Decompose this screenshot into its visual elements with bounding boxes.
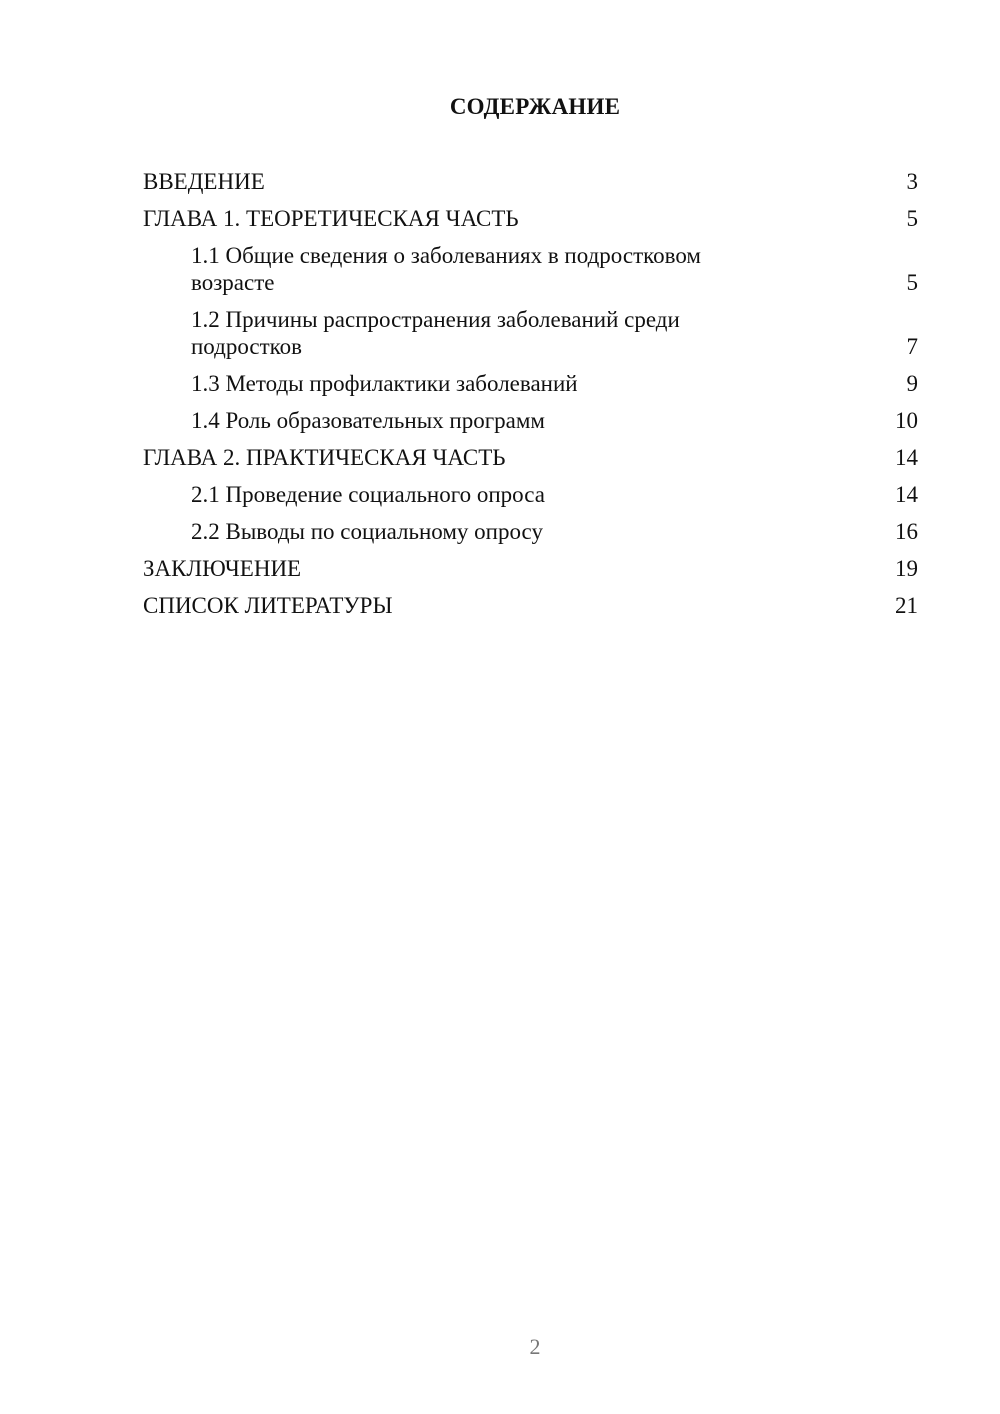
toc-entry-chapter-2[interactable] — [143, 444, 918, 471]
toc-entry-section-2-2[interactable] — [143, 518, 918, 545]
toc-entry-label: ЗАКЛЮЧЕНИЕ — [143, 556, 302, 581]
toc-entry-label: 2.2 Выводы по социальному опросу — [191, 519, 543, 544]
toc-entry-label: 1.3 Методы профилактики заболеваний — [191, 371, 578, 396]
toc-entry-label: ВВЕДЕНИЕ — [143, 169, 265, 194]
toc-entry-label: 2.1 Проведение социального опроса — [191, 482, 545, 507]
toc-entry-page: 9 — [906, 371, 918, 396]
toc-entry-section-1-1[interactable] — [143, 242, 918, 296]
toc-entry-section-2-1[interactable] — [143, 481, 918, 508]
toc-entry-page: 19 — [895, 556, 918, 581]
toc-entry-page: 5 — [906, 270, 918, 295]
toc-entry-section-1-3[interactable] — [143, 370, 918, 397]
toc-entry-page: 7 — [906, 334, 918, 359]
toc-entry-page: 14 — [895, 482, 918, 507]
toc-entry-section-1-4[interactable] — [143, 407, 918, 434]
toc-entry-label: 1.1 Общие сведения о заболеваниях в подростковом возрасте — [191, 243, 701, 295]
toc-entry-page: 14 — [895, 445, 918, 470]
toc-entry-references[interactable] — [143, 592, 918, 619]
toc-entry-label: ГЛАВА 1. ТЕОРЕТИЧЕСКАЯ ЧАСТЬ — [143, 206, 519, 231]
toc-entry-page: 10 — [895, 408, 918, 433]
toc-entry-label: 1.4 Роль образовательных программ — [191, 408, 545, 433]
toc-entry-section-1-2[interactable] — [143, 306, 918, 360]
toc-entry-chapter-1[interactable] — [143, 205, 918, 232]
toc-entry-introduction[interactable] — [143, 168, 918, 195]
toc-entry-page: 3 — [906, 169, 918, 194]
toc-entry-page: 21 — [895, 593, 918, 618]
toc-entry-label: 1.2 Причины распространения заболеваний среди подростков — [191, 307, 680, 359]
toc-entry-conclusion[interactable] — [143, 555, 918, 582]
toc-entry-page: 16 — [895, 519, 918, 544]
page-number: 2 — [529, 1334, 541, 1359]
table-of-contents — [143, 168, 918, 629]
toc-entry-label: ГЛАВА 2. ПРАКТИЧЕСКАЯ ЧАСТЬ — [143, 445, 506, 470]
toc-entry-page: 5 — [906, 206, 918, 231]
toc-entry-label: СПИСОК ЛИТЕРАТУРЫ — [143, 593, 393, 618]
page-title: СОДЕРЖАНИЕ — [449, 94, 621, 119]
